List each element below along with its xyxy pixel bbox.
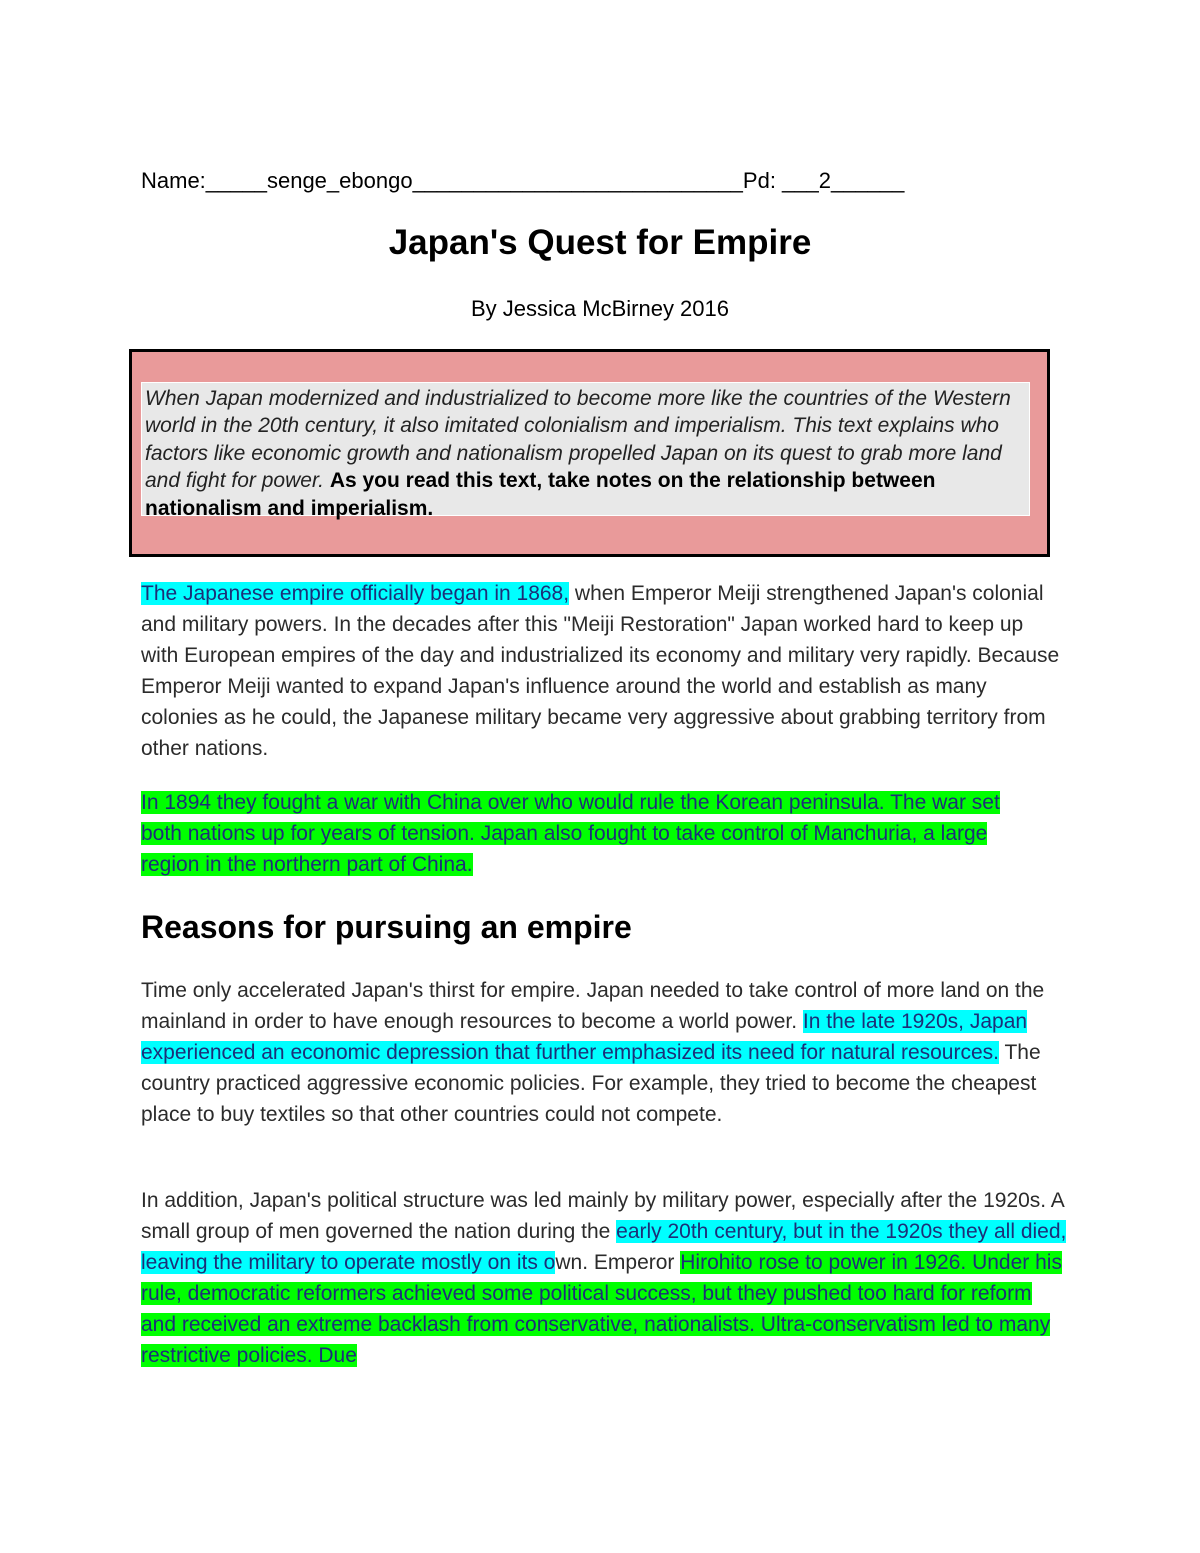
highlight-green: Hirohito rose to power in 1926. Under his rule, democratic reformers achieved some political success, but they pushed too hard for reform and received an extreme backlash from conservative, nationalists. Ultra-conservatism led to many restrictive policies. Due (141, 1251, 1062, 1367)
highlight-cyan: In the late 1920s, Japan experienced an economic depression that further emphasized its need for natural resources. (141, 1010, 1028, 1064)
intro-text: When Japan modernized and industrialized to become more like the countries of the Western world in the 20th century, it also imitated colonialism and imperialism. This text explains who factors like economic growth and nationalism propelled Japan on its quest to grab more land and fight for power. (145, 387, 1011, 493)
paragraph-3 (141, 975, 1053, 1130)
section-heading: Reasons for pursuing an empire (141, 909, 632, 945)
intro-text-block (141, 382, 1030, 520)
document-title: Japan's Quest for Empire (388, 223, 812, 262)
highlight-green: In 1894 they fought a war with China over who would rule the Korean peninsula. The war set both nations up for years of tension. Japan also fought to take control of Manchuria, a large region in the northern part of China. (141, 791, 1000, 876)
paragraph-text: wn. Emperor (555, 1251, 681, 1274)
name-period-line: Name:_____senge_ebongo___________________________Pd: ___2______ (141, 168, 905, 193)
paragraph-4 (141, 1185, 1071, 1371)
intro-instruction: As you read this text, take notes on the relationship between nationalism and imperialism. (145, 469, 936, 520)
paragraph-text: Time only accelerated Japan's thirst for empire. Japan needed to take control of more land on the mainland in order to have enough resources to become a world power. (141, 979, 1045, 1033)
intro-box (129, 349, 1050, 557)
paragraph-1 (141, 578, 1066, 764)
paragraph-2 (141, 787, 1046, 880)
highlight-cyan: The Japanese empire officially began in 1868, (141, 582, 570, 605)
paragraph-text: when Emperor Meiji strengthened Japan's colonial and military powers. In the decades after this "Meiji Restoration" Japan worked hard to keep up with European empires of the day and industrialized its economy and military very rapidly. Because Emperor Meiji wanted to expand Japan's influence around the world and establish as many colonies as he could, the Japanese military became very aggressive about grabbing territory from other nations. (141, 582, 1060, 760)
highlight-cyan: early 20th century, but in the 1920s they all died, leaving the military to operate mostly on its o (141, 1220, 1067, 1274)
paragraph-text: The country practiced aggressive economic policies. For example, they tried to become the cheapest place to buy textiles so that other countries could not compete. (141, 1041, 1041, 1126)
paragraph-text: In addition, Japan's political structure was led mainly by military power, especially after the 1920s. A small group of men governed the nation during the (141, 1189, 1064, 1243)
byline: By Jessica McBirney 2016 (471, 296, 729, 321)
